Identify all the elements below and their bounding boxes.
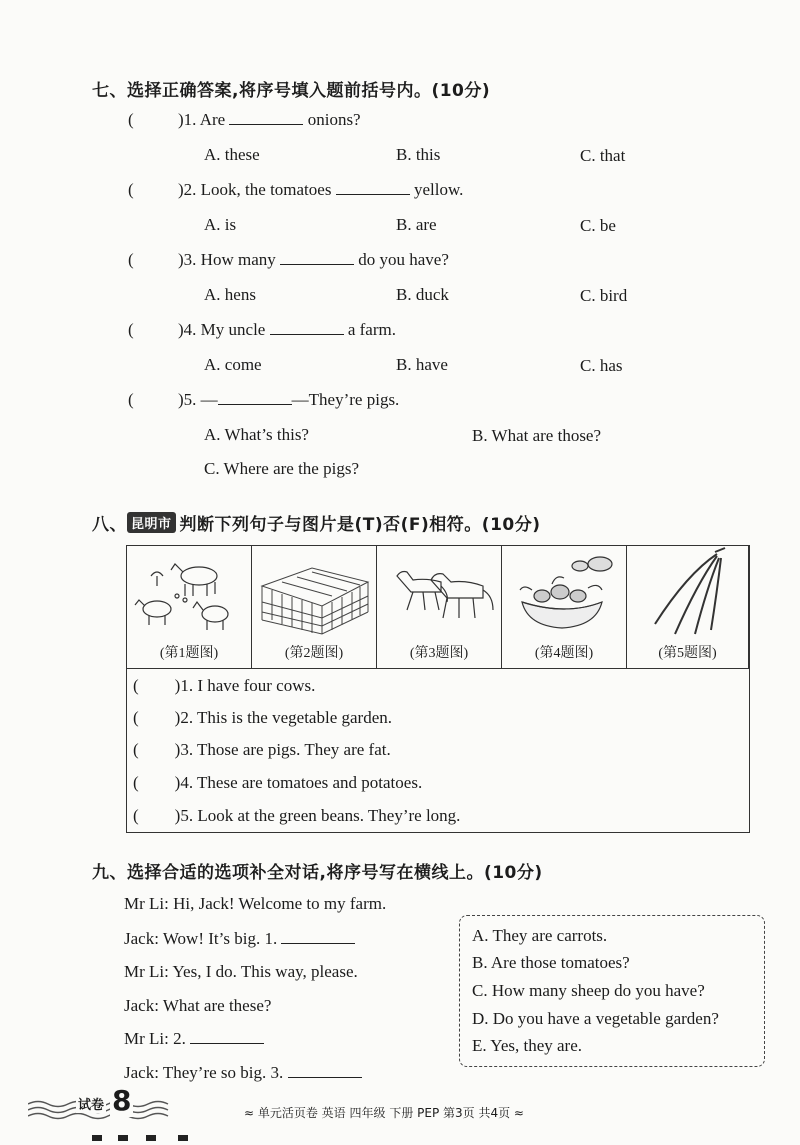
section8-title	[92, 510, 541, 535]
option-a: A. is	[204, 215, 237, 234]
question-5	[178, 390, 399, 410]
question-tail: a farm.	[347, 320, 396, 339]
answer-blank[interactable]	[336, 180, 410, 195]
answer-paren: (	[128, 390, 134, 409]
footer-mark	[178, 1135, 188, 1141]
option-b: B. this	[396, 145, 441, 164]
question-tail: —They’re pigs.	[291, 390, 400, 409]
question-tail: do you have?	[358, 250, 449, 269]
judgement-text: )2. This is the vegetable garden.	[174, 708, 392, 727]
answer-paren[interactable]: (	[133, 806, 139, 825]
option-b: B. What are those?	[472, 426, 602, 445]
box-option-a: A. They are carrots.	[472, 926, 608, 945]
question-stem: )2. Look, the tomatoes	[178, 180, 332, 199]
question-4	[178, 320, 396, 340]
dialogue-text: Jack: Wow! It’s big. 1.	[124, 929, 278, 948]
answer-paren: (	[128, 250, 134, 269]
question-stem: )3. How many	[178, 250, 276, 269]
caption-1: (第1题图)	[159, 646, 219, 661]
section-instruction: 判断下列句子与图片是(T)否(F)相符。(10分)	[179, 515, 541, 535]
question-stem: )1. Are	[178, 110, 226, 129]
dialogue-line-4: Jack: What are these?	[124, 996, 272, 1015]
answer-paren[interactable]: (	[133, 676, 139, 695]
option-c: C. Where are the pigs?	[204, 459, 359, 478]
vegetable-basket-illustration	[502, 546, 626, 641]
question-3	[178, 250, 449, 270]
footer-text: ≈ 单元活页卷 英语 四年级 下册 PEP 第3页 共4页 ≈	[244, 1106, 524, 1120]
judgement-3	[133, 740, 391, 760]
region-tag: 昆明市	[127, 512, 176, 533]
box-option-b: B. Are those tomatoes?	[472, 953, 630, 972]
horses-illustration	[377, 546, 501, 641]
option-c: C. that	[580, 146, 626, 165]
answer-paren: (	[128, 110, 134, 129]
answer-paren: (	[128, 180, 134, 199]
question-stem: )5. —	[178, 390, 218, 409]
picture-table	[126, 545, 750, 833]
caption-3: (第3题图)	[409, 646, 469, 661]
judgement-text: )3. Those are pigs. They are fat.	[174, 740, 391, 759]
answer-paren[interactable]: (	[133, 708, 139, 727]
picture-cell-2	[252, 546, 377, 668]
option-a: A. What’s this?	[204, 425, 309, 444]
option-b: B. duck	[396, 285, 449, 304]
picture-cell-1	[127, 546, 252, 668]
garden-fence-illustration	[252, 546, 376, 641]
answer-blank[interactable]	[270, 320, 344, 335]
answer-blank[interactable]	[218, 390, 292, 405]
judgement-1	[133, 676, 315, 696]
question-tail: onions?	[307, 110, 361, 129]
footer-mark	[92, 1135, 102, 1141]
option-c: C. be	[580, 216, 616, 235]
answer-paren: (	[128, 320, 134, 339]
options-box	[459, 915, 765, 1067]
picture-cell-3	[377, 546, 502, 668]
judgement-5	[133, 806, 460, 826]
table-divider	[127, 668, 749, 669]
answer-blank[interactable]	[280, 250, 354, 265]
box-option-c: C. How many sheep do you have?	[472, 981, 705, 1000]
footer-label: 试卷	[76, 1094, 106, 1113]
question-2	[178, 180, 463, 200]
goats-illustration	[127, 546, 251, 641]
option-c: C. bird	[580, 286, 628, 305]
dialogue-text: Mr Li: 2.	[124, 1029, 186, 1048]
dialogue-text: Jack: They’re so big. 3.	[124, 1063, 284, 1082]
answer-blank-2[interactable]	[190, 1029, 264, 1044]
judgement-text: )4. These are tomatoes and potatoes.	[174, 773, 423, 792]
option-a: A. these	[204, 145, 260, 164]
dialogue-line-6	[124, 1063, 362, 1083]
section-number: 八、	[92, 515, 127, 535]
dialogue-line-3: Mr Li: Yes, I do. This way, please.	[124, 962, 358, 981]
dialogue-line-2	[124, 929, 355, 949]
answer-blank-1[interactable]	[281, 929, 355, 944]
judgement-text: )1. I have four cows.	[174, 676, 316, 695]
question-stem: )4. My uncle	[178, 320, 266, 339]
footer-page-number: 8	[112, 1084, 132, 1117]
judgement-2	[133, 708, 392, 728]
judgement-4	[133, 773, 422, 793]
box-option-e: E. Yes, they are.	[472, 1036, 583, 1055]
option-b: B. have	[396, 355, 448, 374]
judgement-text: )5. Look at the green beans. They’re long.	[174, 806, 461, 825]
answer-paren[interactable]: (	[133, 740, 139, 759]
answer-blank-3[interactable]	[288, 1063, 362, 1078]
question-tail: yellow.	[413, 180, 464, 199]
box-option-d: D. Do you have a vegetable garden?	[472, 1009, 719, 1028]
green-beans-illustration	[627, 546, 747, 641]
section7-title: 七、选择正确答案,将序号填入题前括号内。(10分)	[92, 81, 491, 101]
option-c: C. has	[580, 356, 623, 375]
option-a: A. come	[204, 355, 262, 374]
option-b: B. are	[396, 215, 437, 234]
answer-paren[interactable]: (	[133, 773, 139, 792]
footer-mark	[118, 1135, 128, 1141]
section9-title: 九、选择合适的选项补全对话,将序号写在横线上。(10分)	[92, 863, 543, 883]
dialogue-line-5	[124, 1029, 264, 1049]
answer-blank[interactable]	[229, 110, 303, 125]
caption-4: (第4题图)	[534, 646, 594, 661]
dialogue-line-1: Mr Li: Hi, Jack! Welcome to my farm.	[124, 894, 387, 913]
picture-cell-5	[627, 546, 749, 668]
option-a: A. hens	[204, 285, 256, 304]
question-1	[178, 110, 361, 130]
footer-mark	[146, 1135, 156, 1141]
caption-2: (第2题图)	[284, 646, 344, 661]
caption-5: (第5题图)	[658, 646, 717, 661]
picture-cell-4	[502, 546, 627, 668]
